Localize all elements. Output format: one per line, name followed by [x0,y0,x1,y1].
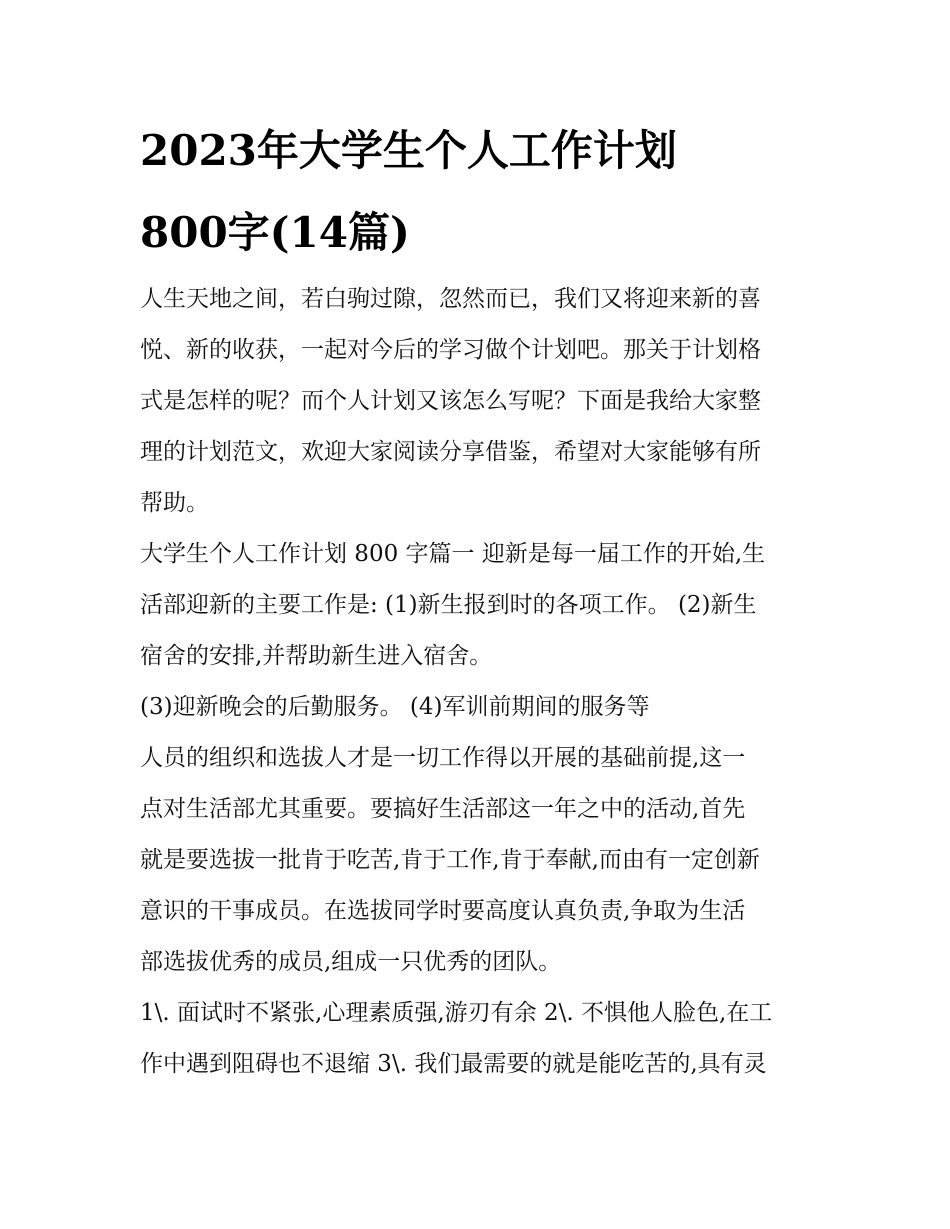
title-line-2: 800字(14篇) [140,208,410,257]
text-line: 悦、新的收获，一起对今后的学习做个计划吧。那关于计划格 [140,337,761,363]
services-paragraph [140,682,815,733]
title-line-1: 2023年大学生个人工作计划 [140,126,677,175]
text-line: 意识的干事成员。在选拔同学时要高度认真负责,争取为生活 [140,898,746,924]
text-line: 帮助。 [140,490,209,516]
recruitment-paragraph [140,733,815,988]
section-one-paragraph [140,529,815,682]
text-line: (3)迎新晚会的后勤服务。 (4)军训前期间的服务等 [140,694,650,720]
text-line: 宿舍的安排,并帮助新生进入宿舍。 [140,643,493,669]
text-line: 式是怎样的呢？而个人计划又该怎么写呢？下面是我给大家整 [140,388,761,414]
text-line: 人员的组织和选拔人才是一切工作得以开展的基础前提,这一 [140,745,746,771]
text-line: 活部迎新的主要工作是: (1)新生报到时的各项工作。 (2)新生 [140,592,757,618]
text-line: 1\. 面试时不紧张,心理素质强,游刃有余 2\. 不惧他人脸色,在工 [140,1000,773,1026]
text-line: 就是要选拔一批肯于吃苦,肯于工作,肯于奉献,而由有一定创新 [140,847,760,873]
text-line: 部选拔优秀的成员,组成一只优秀的团队。 [140,949,562,975]
document-title [140,110,815,274]
text-line: 作中遇到阻碍也不退缩 3\. 我们最需要的就是能吃苦的,具有灵 [140,1051,767,1077]
text-line: 大学生个人工作计划 800 字篇一 迎新是每一届工作的开始,生 [140,541,766,567]
text-line: 人生天地之间，若白驹过隙，忽然而已，我们又将迎来新的喜 [140,286,761,312]
text-line: 点对生活部尤其重要。要搞好生活部这一年之中的活动,首先 [140,796,746,822]
intro-paragraph [140,274,815,529]
document-page [140,110,815,1090]
criteria-paragraph [140,988,815,1090]
text-line: 理的计划范文，欢迎大家阅读分享借鉴，希望对大家能够有所 [140,439,761,465]
